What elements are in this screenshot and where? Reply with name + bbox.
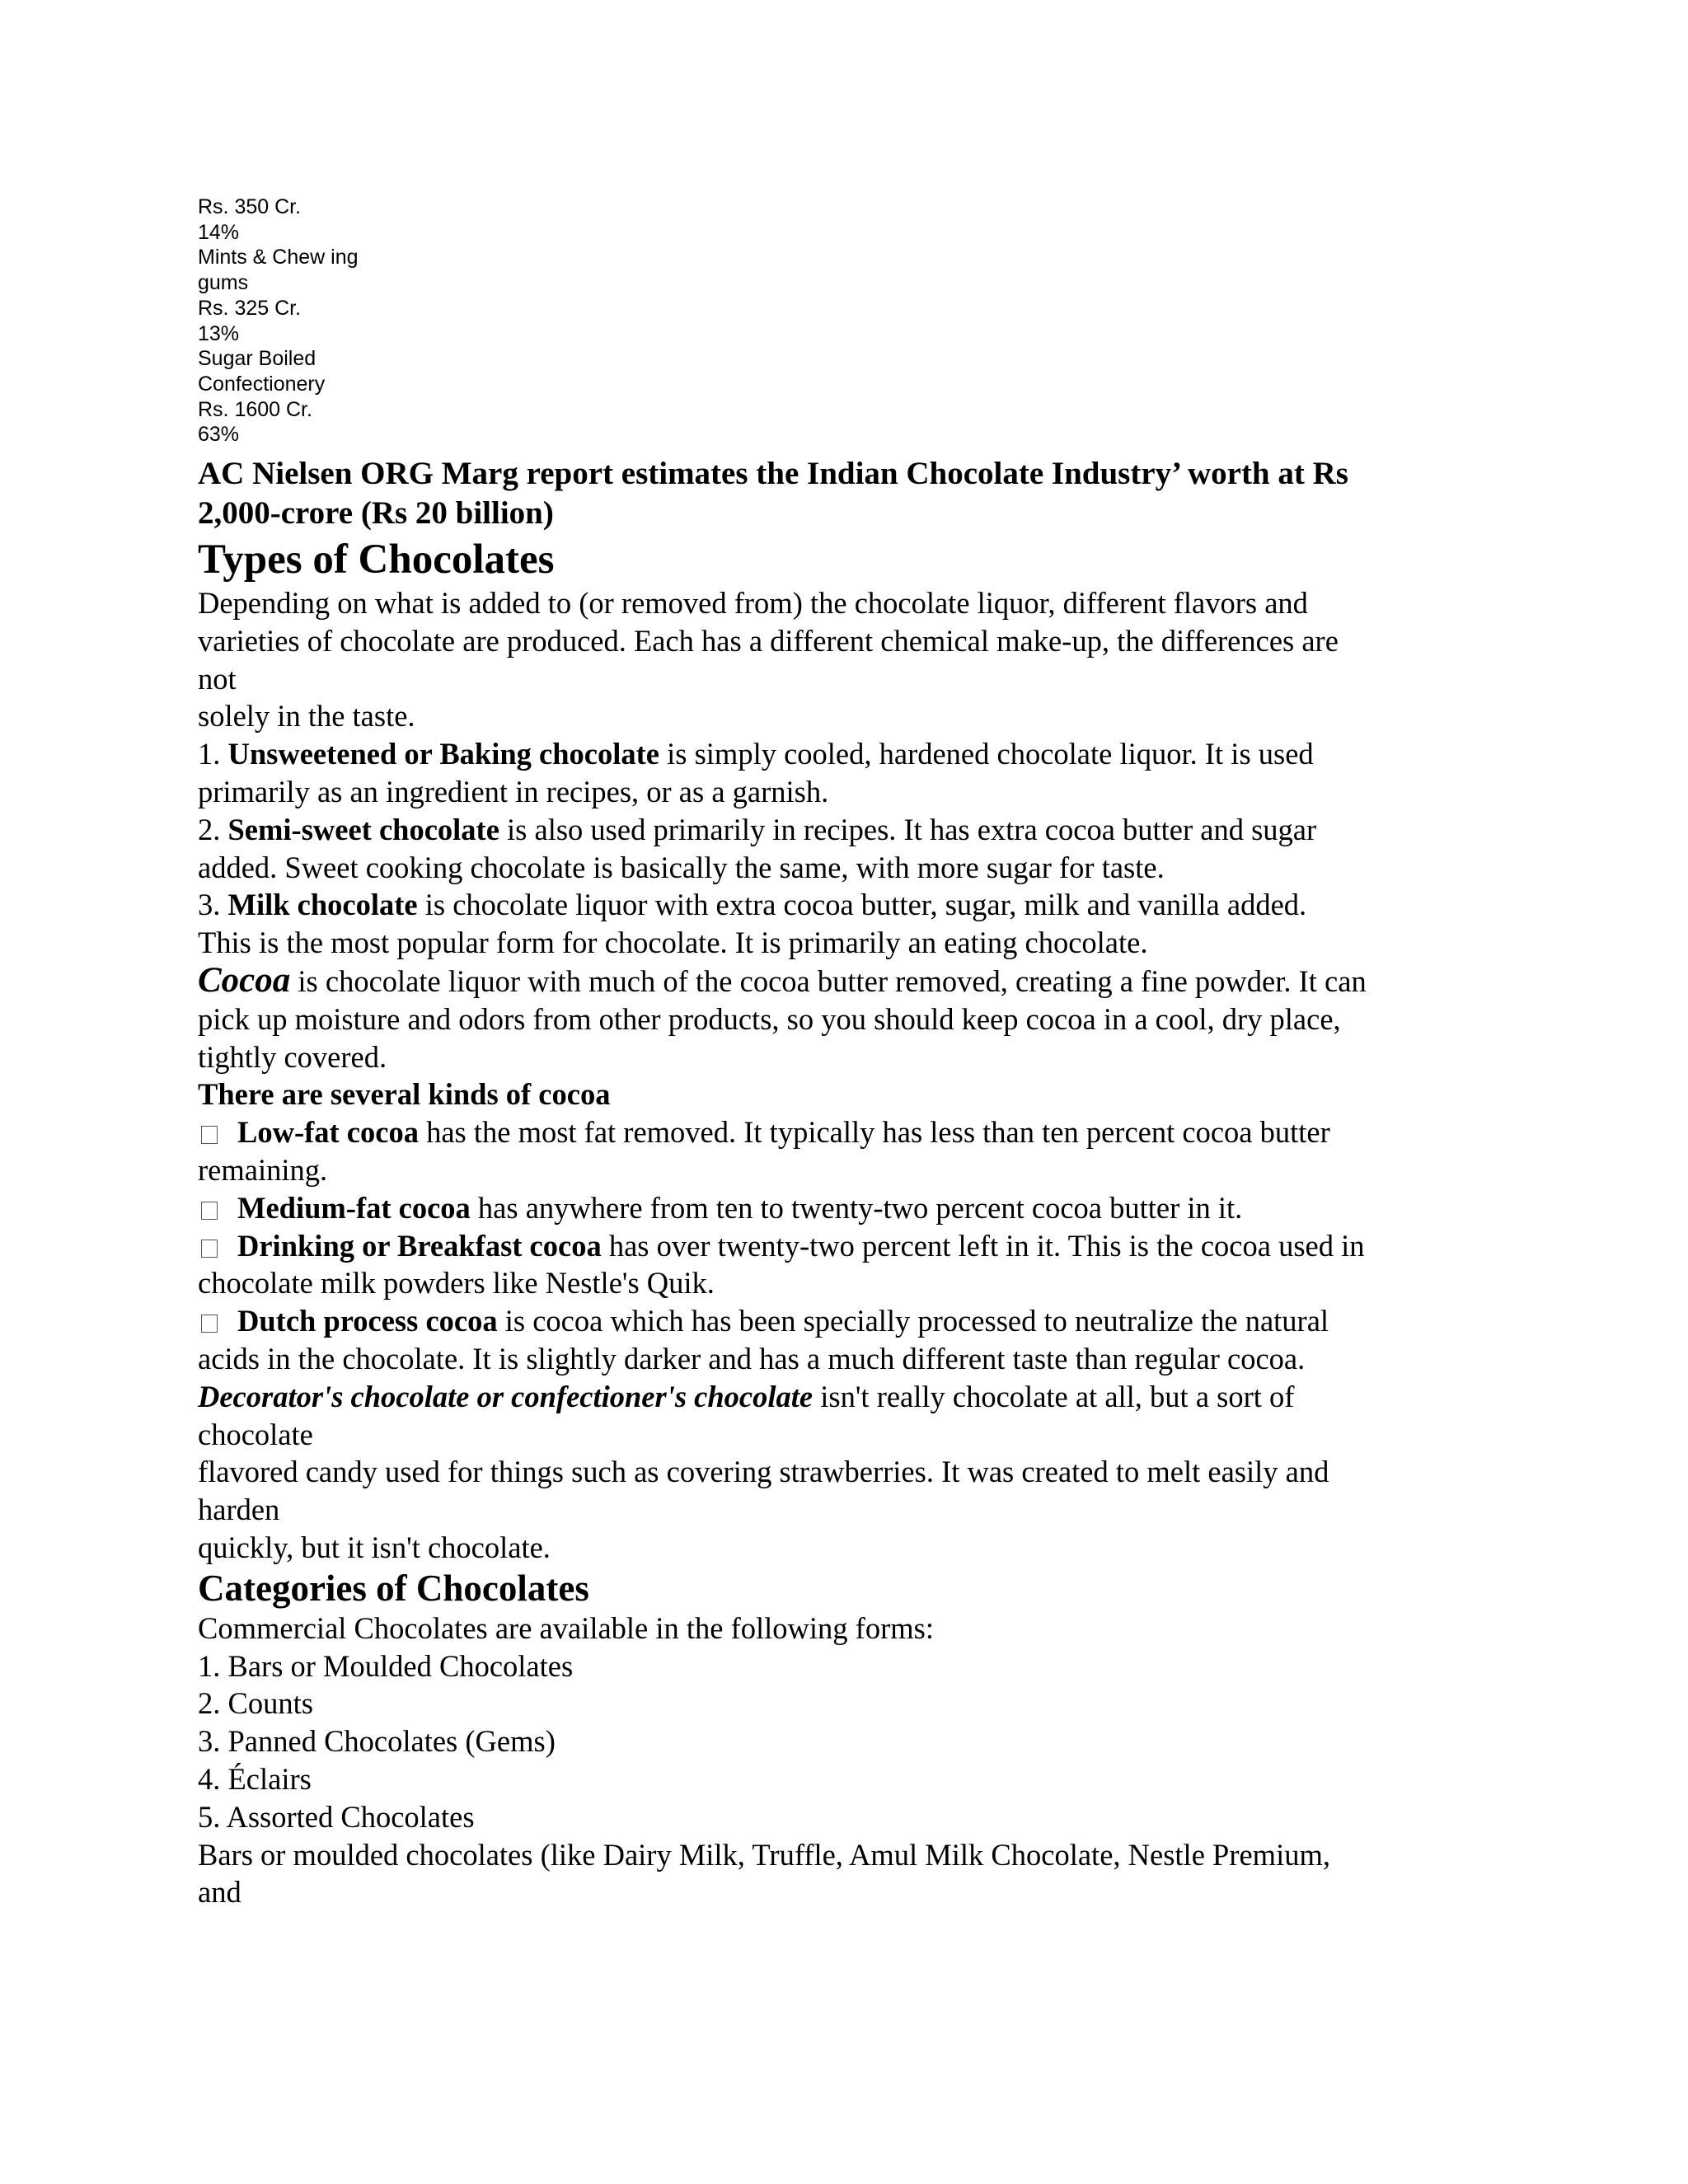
cocoa-line: tightly covered. (198, 1039, 387, 1074)
categories-heading: Categories of Chocolates (198, 1567, 589, 1609)
missing-glyph-bullet-icon (201, 1315, 218, 1333)
chart-label: gums (198, 271, 249, 295)
category-item: 3. Panned Chocolates (Gems) (198, 1724, 556, 1759)
type-item-3 (198, 886, 1517, 924)
kind-text: has the most fat removed. It typically has less than ten percent cocoa butter (418, 1115, 1330, 1150)
kind-term: Low-fat cocoa (237, 1115, 419, 1150)
category-item: 2. Counts (198, 1686, 313, 1721)
chart-residual-labels (198, 194, 1517, 448)
item-text: is also used primarily in recipes. It has extra cocoa butter and sugar (499, 812, 1317, 846)
chart-label: Rs. 325 Cr. (198, 296, 302, 320)
report-headline (198, 454, 1517, 533)
chart-label: Rs. 350 Cr. (198, 195, 302, 218)
chart-label: 63% (198, 423, 240, 447)
item-term: Unsweetened or Baking chocolate (227, 737, 659, 771)
cocoa-kind-item (198, 1302, 1517, 1340)
type-item-3-cont: This is the most popular form for chocolate. It is primarily an eating chocolate. (198, 926, 1148, 960)
decorator-text: isn't really chocolate at all, but a sort of (813, 1379, 1295, 1413)
intro-line: varieties of chocolate are produced. Each has a different chemical make-up, the differences are (198, 623, 1339, 658)
kind-term: Medium-fat cocoa (237, 1190, 471, 1225)
cocoa-kind-cont: chocolate milk powders like Nestle's Quik. (198, 1266, 715, 1301)
missing-glyph-bullet-icon (201, 1126, 218, 1144)
kind-text: has over twenty-two percent left in it. This is the cocoa used in (601, 1228, 1365, 1263)
cocoa-paragraph (198, 962, 1517, 1001)
item-number: 1. (198, 737, 221, 771)
missing-glyph-bullet-icon (201, 1202, 218, 1220)
categories-section (198, 1610, 1517, 1911)
cocoa-kind-item (198, 1189, 1517, 1227)
kind-text: is cocoa which has been specially processed to neutralize the natural (497, 1304, 1329, 1338)
intro-line: solely in the taste. (198, 699, 415, 733)
category-item: 5. Assorted Chocolates (198, 1799, 475, 1834)
item-term: Semi-sweet chocolate (227, 812, 499, 846)
missing-glyph-bullet-icon (201, 1240, 218, 1258)
category-item: 4. Éclairs (198, 1761, 312, 1796)
decorator-line: flavored candy used for things such as covering strawberries. It was created to melt easily and (198, 1455, 1329, 1489)
kinds-heading-text: There are several kinds of cocoa (198, 1077, 611, 1112)
cocoa-kind-item (198, 1227, 1517, 1265)
cocoa-line: pick up moisture and odors from other products, so you should keep cocoa in a cool, dry place, (198, 1001, 1341, 1036)
type-item-2 (198, 811, 1517, 849)
type-item-1-cont: primarily as an ingredient in recipes, or as a garnish. (198, 775, 829, 809)
categories-intro: Commercial Chocolates are available in the following forms: (198, 1610, 934, 1645)
chart-label: Confectionery (198, 372, 326, 396)
chart-label: 14% (198, 220, 240, 244)
document-page (198, 194, 1517, 1911)
type-item-2-cont: added. Sweet cooking chocolate is basically the same, with more sugar for taste. (198, 850, 1165, 884)
item-term: Milk chocolate (227, 888, 418, 922)
decorator-term: Decorator's chocolate or confectioner's chocolate (198, 1379, 814, 1413)
chart-label: Rs. 1600 Cr. (198, 397, 312, 421)
closing-line: Bars or moulded chocolates (like Dairy Milk, Truffle, Amul Milk Chocolate, Nestle Premium, (198, 1837, 1330, 1872)
headline-line: AC Nielsen ORG Marg report estimates the Indian Chocolate Industry’ worth at Rs (198, 456, 1348, 492)
chart-label: Mints & Chew ing (198, 246, 359, 269)
category-item: 1. Bars or Moulded Chocolates (198, 1648, 574, 1683)
cocoa-kind-cont: remaining. (198, 1152, 328, 1187)
cocoa-term: Cocoa (198, 961, 291, 1000)
decorator-line: quickly, but it isn't chocolate. (198, 1530, 551, 1564)
item-number: 3. (198, 888, 221, 922)
decorator-paragraph (198, 1378, 1517, 1416)
cocoa-text: is chocolate liquor with much of the cocoa butter removed, creating a fine powder. It can (290, 964, 1367, 998)
kinds-heading (198, 1076, 1517, 1113)
kind-term: Drinking or Breakfast cocoa (237, 1228, 602, 1263)
kind-text: has anywhere from ten to twenty-two percent cocoa butter in it. (470, 1190, 1243, 1225)
chart-label: Sugar Boiled (198, 347, 316, 371)
item-text: is chocolate liquor with extra cocoa butter, sugar, milk and vanilla added. (417, 888, 1307, 922)
type-item-1 (198, 735, 1517, 773)
cocoa-kind-cont: acids in the chocolate. It is slightly darker and has a much different taste than regular cocoa. (198, 1341, 1306, 1376)
item-text: is simply cooled, hardened chocolate liquor. It is used (659, 737, 1314, 771)
decorator-line: harden (198, 1493, 280, 1527)
intro-line: not (198, 661, 237, 696)
closing-line: and (198, 1875, 241, 1910)
item-number: 2. (198, 812, 221, 846)
kind-term: Dutch process cocoa (237, 1304, 498, 1338)
cocoa-kind-item (198, 1113, 1517, 1151)
headline-line: 2,000-crore (Rs 20 billion) (198, 495, 554, 532)
decorator-line: chocolate (198, 1417, 313, 1451)
intro-line: Depending on what is added to (or removed from) the chocolate liquor, different flavors and (198, 586, 1308, 621)
types-heading: Types of Chocolates (198, 537, 555, 583)
chart-label: 13% (198, 321, 240, 345)
types-section (198, 584, 1517, 1567)
